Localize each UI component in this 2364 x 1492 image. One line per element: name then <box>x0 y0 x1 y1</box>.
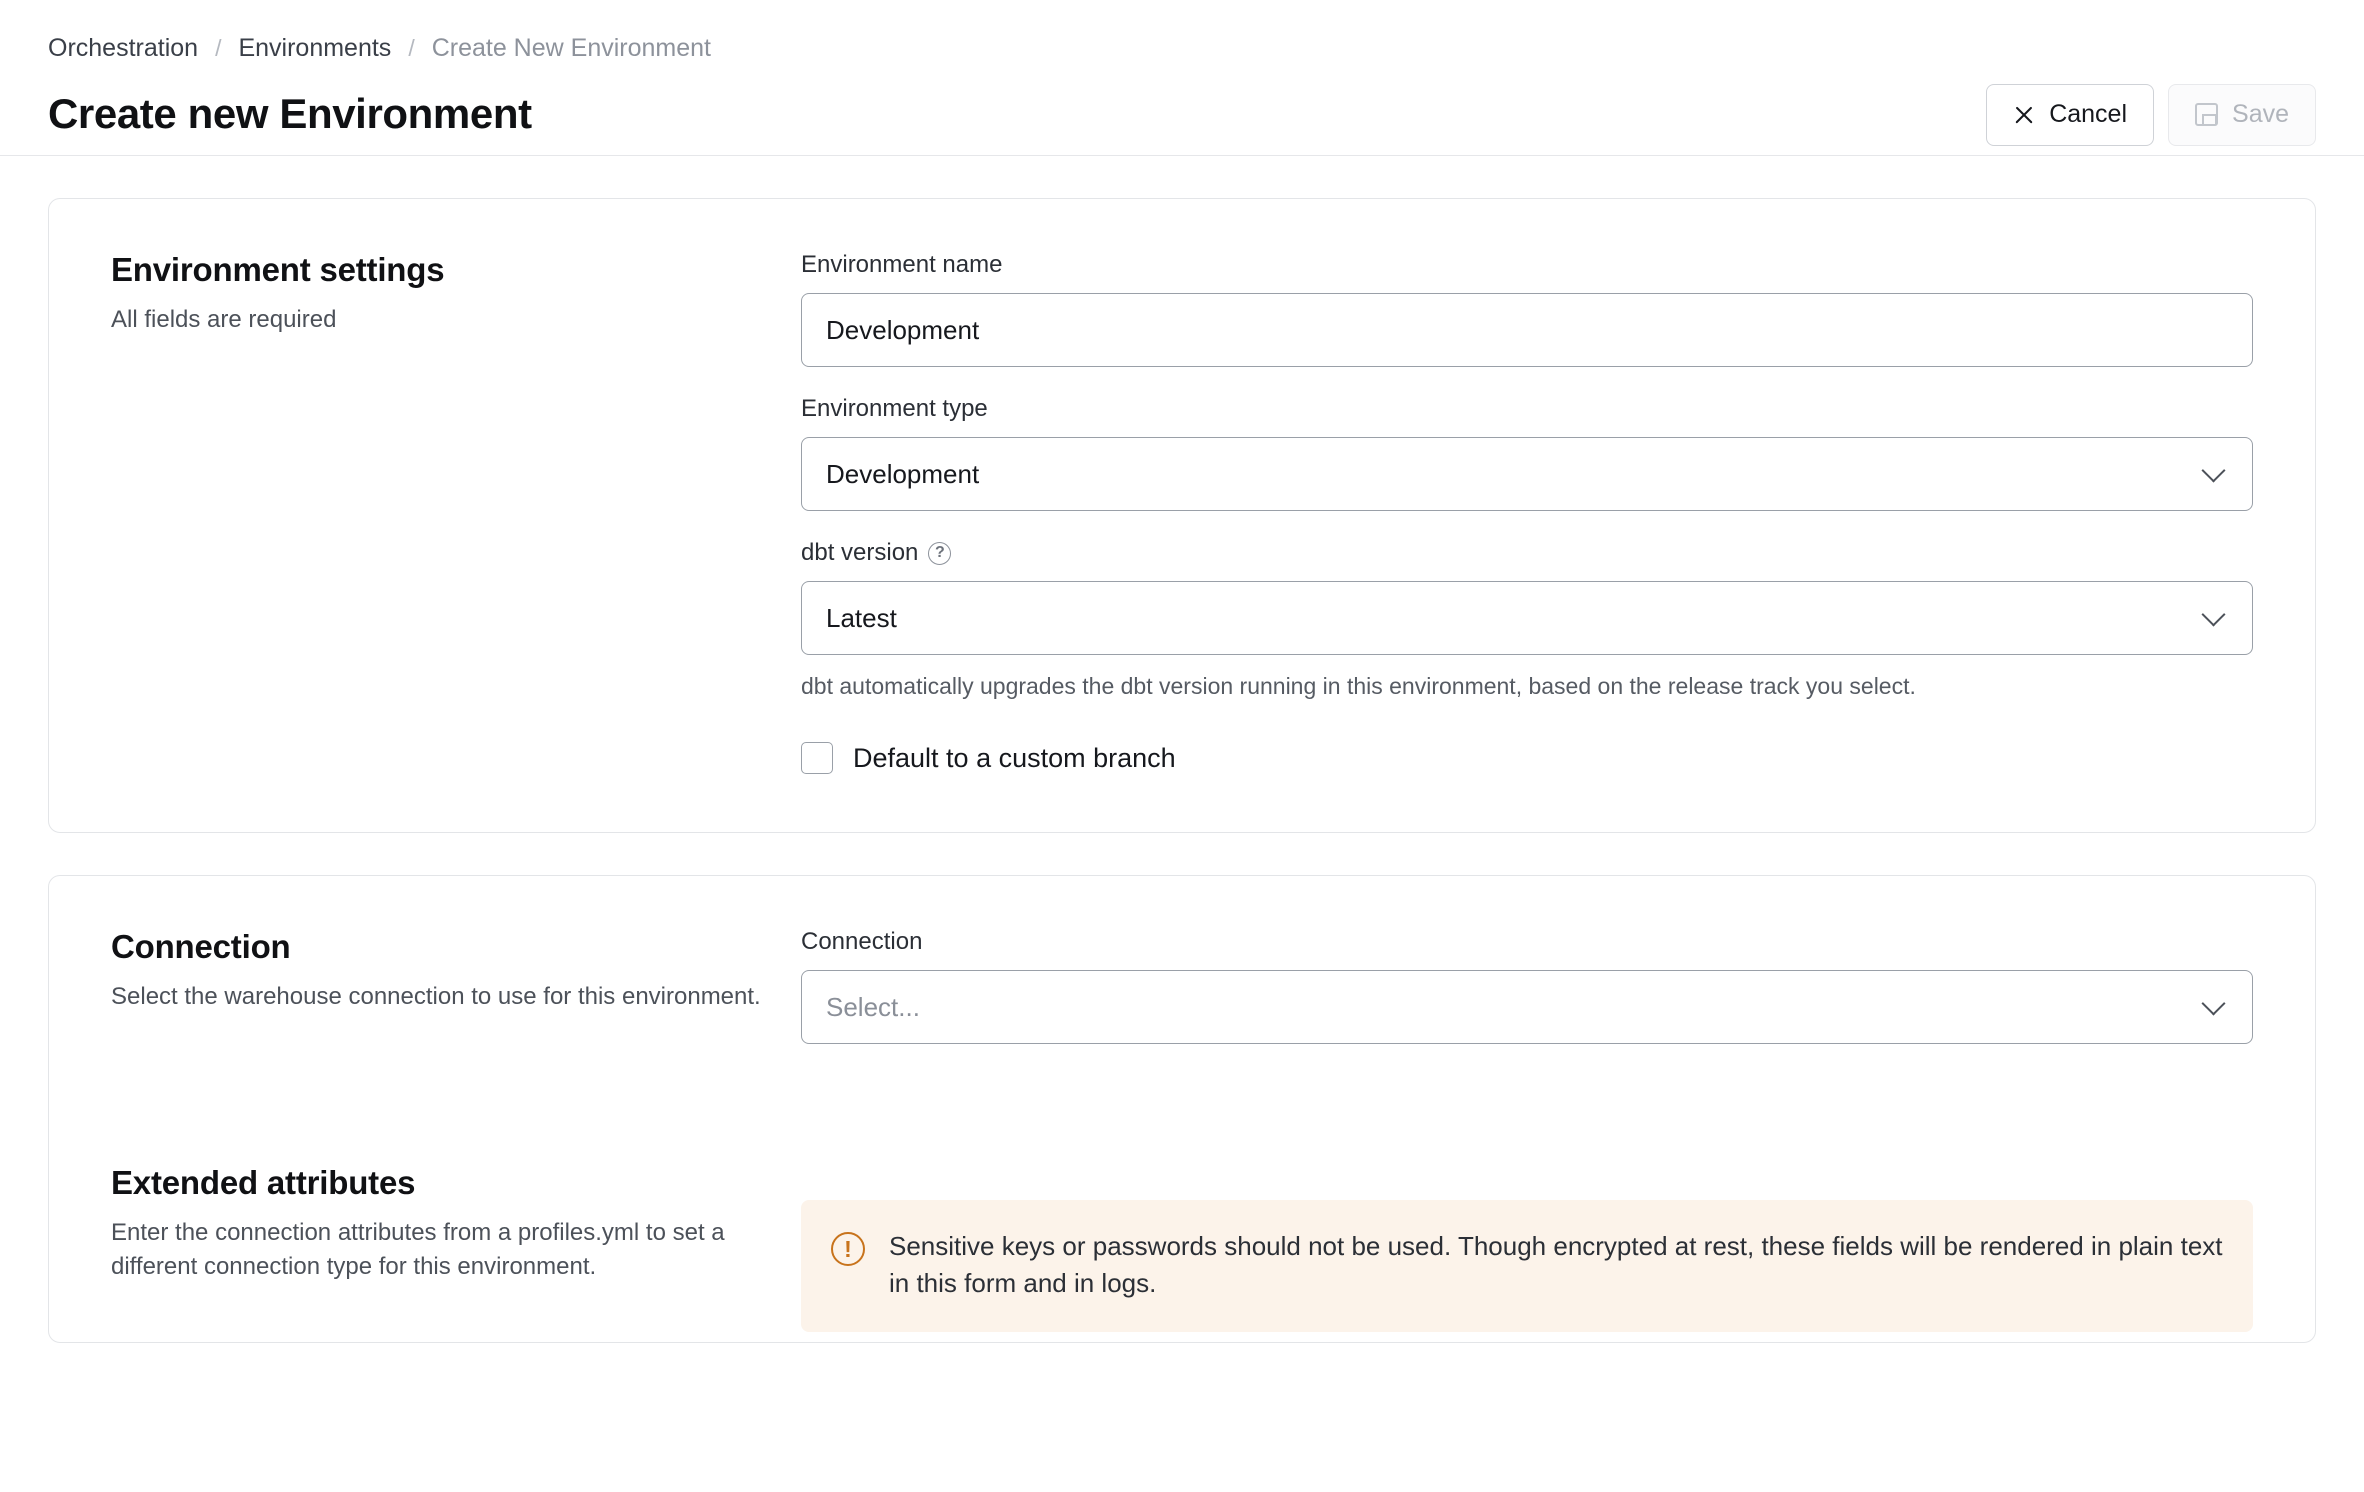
cancel-button-label: Cancel <box>2049 100 2128 128</box>
connection-field <box>801 928 2253 1044</box>
connection-select[interactable] <box>801 970 2253 1044</box>
breadcrumb <box>0 0 2364 60</box>
dbt-version-label-text: dbt version <box>801 539 919 566</box>
environment-type-select[interactable] <box>801 437 2253 511</box>
connection-value: Select... <box>826 991 920 1022</box>
environment-type-label: Environment type <box>801 395 988 422</box>
breadcrumb-item-create-new-environment: Create New Environment <box>431 33 711 62</box>
environment-settings-description: All fields are required <box>111 306 337 333</box>
help-circle-icon[interactable]: ? <box>928 542 951 565</box>
environment-name-label: Environment name <box>801 251 1003 278</box>
connection-card-inner <box>111 928 2253 1332</box>
save-button[interactable] <box>2168 84 2316 146</box>
chevron-down-icon <box>2201 991 2225 1015</box>
section-spacer <box>111 1044 2253 1164</box>
warning-circle-icon: ! <box>831 1232 865 1266</box>
dbt-version-field <box>801 539 2253 702</box>
connection-label: Connection <box>801 928 923 956</box>
connection-title: Connection <box>111 928 291 966</box>
page-content <box>0 198 2364 1343</box>
save-button-label: Save <box>2232 100 2289 128</box>
page-header <box>0 60 2364 156</box>
environment-settings-fields <box>801 251 2253 774</box>
custom-branch-checkbox[interactable] <box>801 742 833 774</box>
page-title: Create new Environment <box>48 89 532 137</box>
breadcrumb-separator: / <box>408 34 415 61</box>
connection-card <box>48 875 2316 1343</box>
environment-type-field <box>801 395 2253 511</box>
custom-branch-label: Default to a custom branch <box>853 742 1176 773</box>
dbt-version-value: Latest <box>826 602 897 633</box>
environment-settings-card <box>48 198 2316 833</box>
cancel-button[interactable] <box>1986 84 2154 146</box>
breadcrumb-separator: / <box>215 34 222 61</box>
environment-name-input[interactable] <box>801 293 2253 367</box>
close-icon <box>2013 104 2035 126</box>
chevron-down-icon <box>2201 602 2225 626</box>
extended-attributes-title: Extended attributes <box>111 1164 416 1202</box>
connection-description: Select the warehouse connection to use for this environment. <box>111 983 761 1011</box>
breadcrumb-item-environments[interactable]: Environments <box>238 33 392 62</box>
dbt-version-label <box>801 539 2253 567</box>
connection-fields <box>801 928 2253 1044</box>
extended-attributes-warning-text: Sensitive keys or passwords should not be used. Though encrypted at rest, these fields will be rendered in plain text in this form and in logs. <box>889 1231 2223 1298</box>
dbt-version-hint: dbt automatically upgrades the dbt version running in this environment, based on the release track you select. <box>801 673 1916 699</box>
extended-attributes-intro <box>111 1164 801 1284</box>
breadcrumb-item-orchestration[interactable]: Orchestration <box>48 33 199 62</box>
custom-branch-row[interactable] <box>801 742 2253 774</box>
header-actions <box>1986 84 2316 146</box>
environment-settings-intro <box>111 251 801 337</box>
environment-settings-title: Environment settings <box>111 251 445 288</box>
extended-attributes-body <box>801 1164 2253 1332</box>
connection-section <box>111 928 2253 1044</box>
extended-attributes-description: Enter the connection attributes from a profiles.yml to set a different connection type for this environment. <box>111 1219 725 1281</box>
save-disk-icon <box>2195 103 2218 126</box>
extended-attributes-warning <box>801 1200 2253 1332</box>
connection-intro <box>111 928 801 1014</box>
chevron-down-icon <box>2201 458 2225 482</box>
environment-name-field <box>801 251 2253 367</box>
extended-attributes-section <box>111 1164 2253 1332</box>
dbt-version-select[interactable] <box>801 581 2253 655</box>
environment-type-value: Development <box>826 458 980 489</box>
